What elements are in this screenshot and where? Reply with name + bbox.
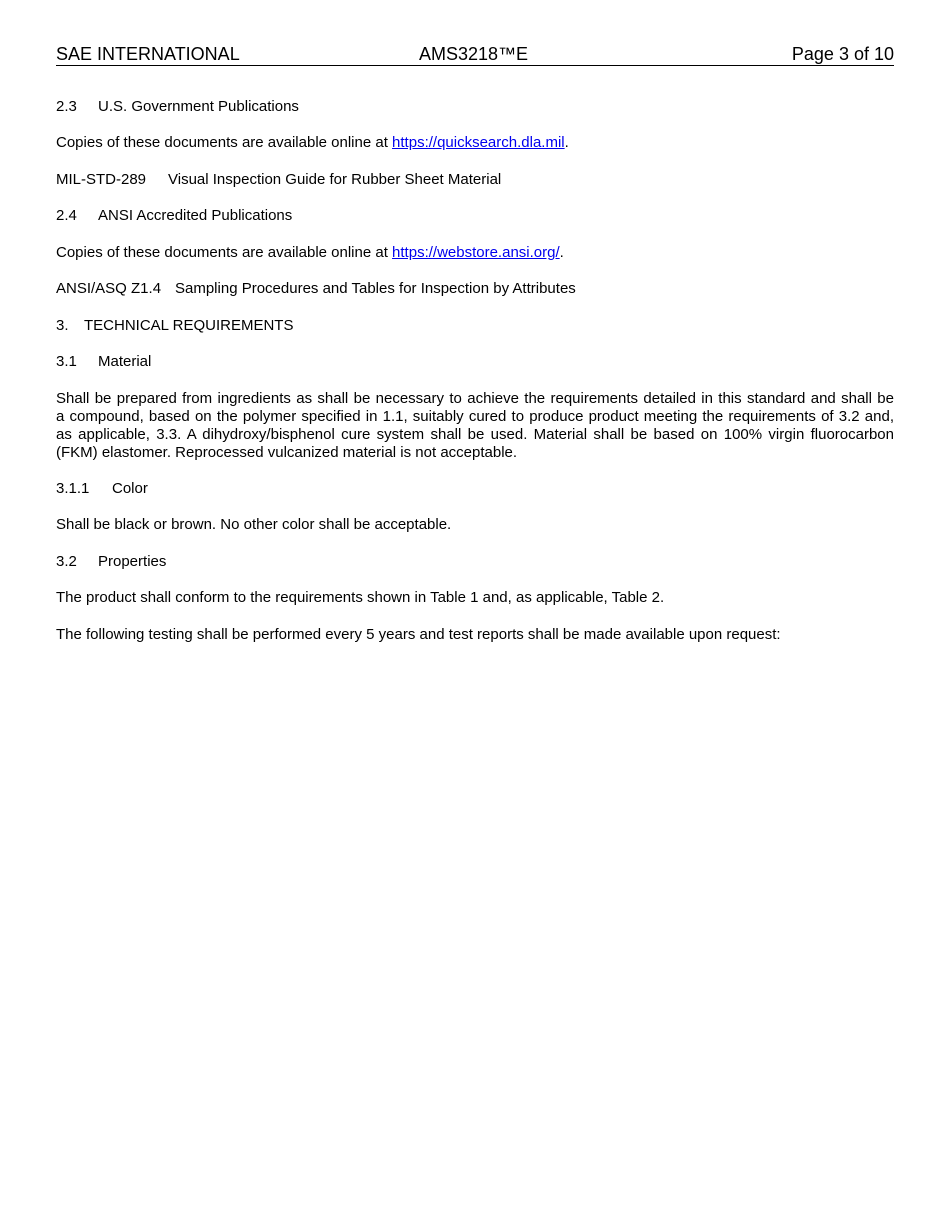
section-2-4-heading	[56, 207, 292, 225]
section-2-3-copies	[56, 134, 569, 152]
section-title: ANSI Accredited Publications	[98, 207, 293, 224]
section-number: 2.3	[56, 98, 77, 115]
section-number: 2.4	[56, 207, 77, 224]
section-title: U.S. Government Publications	[98, 98, 299, 115]
section-title: TECHNICAL REQUIREMENTS	[84, 317, 294, 334]
header-page-number: Page 3 of 10	[791, 44, 894, 64]
copies-text: Copies of these documents are available online at	[56, 244, 393, 261]
paragraph-line: Shall be prepared from ingredients as shall be necessary to achieve the requirements detailed in this standard and shall be	[56, 390, 894, 407]
section-title: Properties	[98, 553, 167, 570]
reference-id: MIL-STD-289	[56, 171, 147, 188]
section-2-3-heading	[56, 98, 299, 116]
section-number: 3.1	[56, 353, 77, 370]
dla-link[interactable]: https://quicksearch.dla.mil	[392, 134, 565, 151]
paragraph-line: a compound, based on the polymer specified in 1.1, suitably cured to produce product meeting the requirements of 3.2 and,	[56, 408, 894, 425]
section-3-heading	[56, 317, 293, 335]
properties-paragraph-1: The product shall conform to the requirements shown in Table 1 and, as applicable, Table 2.	[56, 589, 665, 606]
section-3-2-heading	[56, 553, 166, 571]
reference-id: ANSI/ASQ Z1.4	[56, 280, 162, 297]
reference-ansi-asq-z1-4	[56, 280, 576, 298]
color-paragraph: Shall be black or brown. No other color shall be acceptable.	[56, 516, 452, 533]
section-number: 3.	[56, 317, 69, 334]
section-title: Material	[98, 353, 152, 370]
reference-title: Visual Inspection Guide for Rubber Sheet Material	[168, 171, 502, 188]
period: .	[559, 244, 564, 261]
section-3-1-heading	[56, 353, 151, 371]
reference-mil-std-289	[56, 171, 501, 189]
period: .	[564, 134, 569, 151]
section-3-1-1-heading	[56, 480, 148, 498]
material-paragraph	[56, 390, 894, 462]
paragraph-line: (FKM) elastomer. Reprocessed vulcanized material is not acceptable.	[56, 444, 518, 461]
section-number: 3.2	[56, 553, 77, 570]
header-doc-id: AMS3218™E	[419, 44, 529, 64]
ansi-link[interactable]: https://webstore.ansi.org/	[392, 244, 560, 261]
copies-text: Copies of these documents are available online at	[56, 134, 393, 151]
section-2-4-copies	[56, 244, 564, 262]
section-number: 3.1.1	[56, 480, 90, 497]
properties-paragraph-2: The following testing shall be performed every 5 years and test reports shall be made available upon request:	[56, 626, 781, 643]
page-header	[56, 43, 894, 66]
section-title: Color	[112, 480, 148, 497]
paragraph-line: as applicable, 3.3. A dihydroxy/bisphenol cure system shall be used. Material shall be based on 100% virgin fluorocarbon	[56, 426, 894, 443]
header-org: SAE INTERNATIONAL	[56, 44, 240, 64]
reference-title: Sampling Procedures and Tables for Inspection by Attributes	[175, 280, 576, 297]
